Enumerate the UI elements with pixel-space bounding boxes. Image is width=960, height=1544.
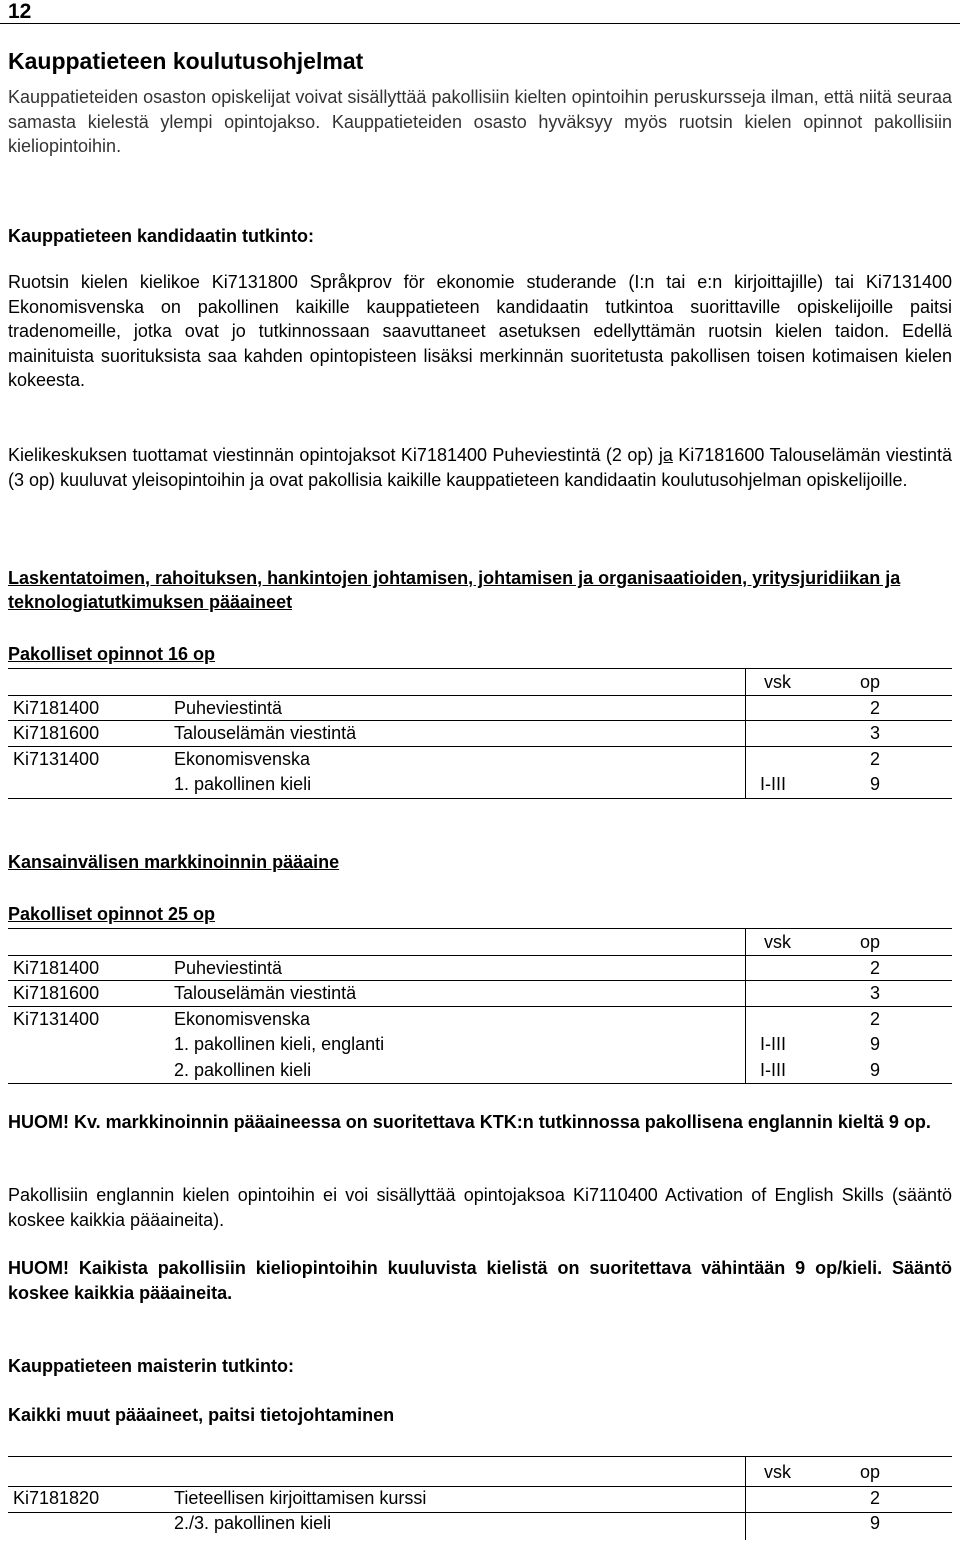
col-vsk: vsk — [764, 672, 791, 692]
table-row — [8, 1032, 952, 1058]
kandi-paragraph-2-part-a: Kielikeskuksen tuottamat viestinnän opintojaksot Ki7181400 Puheviestintä (2 op) — [8, 445, 654, 465]
table-header-row — [8, 1460, 952, 1486]
course-op: 2 — [869, 697, 880, 718]
row-rule — [8, 980, 952, 981]
section1-heading: Laskentatoimen, rahoituksen, hankintojen johtamisen, johtamisen ja organisaatioiden, yritysjuridiikan ja teknologiatutkimuksen pääaineet — [8, 568, 901, 612]
note-3: HUOM! Kaikista pakollisiin kieliopintoihin kuuluvista kielistä on suoritettava vähintään 9 op/kieli. Sääntö koskee kaikkia pääaineita. — [8, 1258, 952, 1303]
course-op: 2 — [869, 748, 880, 769]
course-op: 2 — [869, 957, 880, 978]
note-1: HUOM! Kv. markkinoinnin pääaineessa on suoritettava KTK:n tutkinnossa pakollisena englannin kieltä 9 op. — [8, 1112, 931, 1132]
course-op: 9 — [869, 1059, 880, 1080]
row-rule — [8, 1006, 952, 1007]
table-header-row — [8, 670, 952, 696]
course-name: Ekonomisvenska — [174, 1008, 311, 1029]
page-number: 12 — [8, 0, 32, 23]
course-name: Puheviestintä — [174, 697, 283, 718]
note-2: Pakollisiin englannin kielen opintoihin ei voi sisällyttää opintojaksoa Ki7110400 Activation of English Skills (sääntö koskee kaikkia pääaineita). — [8, 1185, 952, 1230]
table-row — [8, 1058, 952, 1084]
course-name: 1. pakollinen kieli — [174, 774, 312, 794]
table-row — [8, 1486, 952, 1512]
maisteri-heading: Kauppatieteen maisterin tutkinto: — [8, 1356, 295, 1376]
maisteri-top-rule — [8, 1456, 952, 1457]
section1-subheading: Pakolliset opinnot 16 op — [8, 644, 216, 664]
section1-table — [8, 670, 952, 798]
course-vsk: I-III — [760, 1034, 786, 1054]
table-row — [8, 721, 952, 747]
course-name: Puheviestintä — [174, 957, 283, 978]
course-op: 9 — [869, 1034, 880, 1054]
table-row — [8, 1007, 952, 1033]
course-code: Ki7131400 — [13, 1008, 100, 1029]
course-name: Ekonomisvenska — [174, 748, 311, 769]
maisteri-table — [8, 1460, 952, 1537]
course-code: Ki7181600 — [13, 723, 100, 743]
course-code: Ki7181600 — [13, 983, 100, 1003]
course-name: Tieteellisen kirjoittamisen kurssi — [174, 1487, 427, 1508]
row-rule — [8, 1512, 952, 1513]
page-title: Kauppatieteen koulutusohjelmat — [8, 48, 364, 74]
col-op: op — [859, 672, 880, 692]
section2-top-rule — [8, 928, 952, 929]
course-code: Ki7181400 — [13, 697, 100, 718]
col-vsk: vsk — [764, 932, 791, 952]
course-op: 9 — [869, 774, 880, 794]
kandi-heading: Kauppatieteen kandidaatin tutkinto: — [8, 226, 315, 246]
table-row — [8, 981, 952, 1007]
kandi-paragraph-1: Ruotsin kielen kielikoe Ki7131800 Språkprov för ekonomie studerande (I:n tai e:n kirjoittajille) tai Ki7131400 Ekonomisvenska on pakollinen kaikille kauppatieteen kandidaatin tutkintoa suorittaville opiskelijoille paitsi tradenomeille, jotka ovat jo tutkinnossaan saavuttaneet asetuksen edellyttämän ruotsin kielen taidon. Edellä mainituista suorituksista saa kahden opintopisteen lisäksi merkinnän suoritetusta pakollisen toisen kotimaisen kielen kokeesta. — [8, 272, 952, 390]
course-name: Talouselämän viestintä — [174, 983, 357, 1003]
course-code: Ki7181820 — [13, 1487, 100, 1508]
course-vsk: I-III — [760, 1059, 786, 1080]
section2-heading: Kansainvälisen markkinoinnin pääaine — [8, 852, 340, 872]
section1-bottom-rule — [8, 798, 952, 799]
course-op: 3 — [869, 983, 880, 1003]
course-vsk: I-III — [760, 774, 786, 794]
table-row — [8, 696, 952, 722]
course-op: 9 — [869, 1513, 880, 1533]
col-op: op — [859, 1462, 880, 1482]
table-row — [8, 956, 952, 982]
course-name: 2./3. pakollinen kieli — [174, 1513, 332, 1533]
table-row — [8, 1511, 952, 1537]
course-op: 2 — [869, 1008, 880, 1029]
kandi-paragraph-2 — [8, 443, 952, 492]
course-op: 2 — [869, 1487, 880, 1508]
header-rule — [0, 23, 960, 24]
row-rule — [8, 746, 952, 747]
col-op: op — [859, 932, 880, 952]
course-name: Talouselämän viestintä — [174, 723, 357, 743]
section2-subheading: Pakolliset opinnot 25 op — [8, 904, 216, 924]
table-header-row — [8, 930, 952, 956]
maisteri-subheading: Kaikki muut pääaineet, paitsi tietojohtaminen — [8, 1405, 395, 1425]
section1-header-rule — [8, 695, 952, 696]
section2-bottom-rule — [8, 1083, 952, 1084]
kandi-paragraph-2-part-b: Ki7181600 Talouselämän viestintä (3 op) kuuluvat yleisopintoihin ja ovat pakollisia kaikille kauppatieteen kandidaatin koulutusohjelman opiskelijoille. — [8, 445, 952, 490]
course-code: Ki7131400 — [13, 748, 100, 769]
row-rule — [8, 720, 952, 721]
course-name: 2. pakollinen kieli — [174, 1059, 312, 1080]
section1-top-rule — [8, 668, 952, 669]
table-row — [8, 747, 952, 773]
maisteri-header-rule — [8, 1486, 952, 1487]
course-code: Ki7181400 — [13, 957, 100, 978]
kandi-paragraph-2-ja: ja — [658, 445, 673, 465]
intro-paragraph: Kauppatieteiden osaston opiskelijat voivat sisällyttää pakollisiin kielten opintoihin peruskursseja ilman, että niitä seuraa samasta kielestä ylempi opintojakso. Kauppatieteiden osasto hyväksyy myös ruotsin kielen opinnot pakollisiin kieliopintoihin. — [8, 87, 952, 156]
col-vsk: vsk — [764, 1462, 791, 1482]
course-name: 1. pakollinen kieli, englanti — [174, 1034, 385, 1054]
table-row — [8, 772, 952, 798]
course-op: 3 — [869, 723, 880, 743]
section2-header-rule — [8, 955, 952, 956]
